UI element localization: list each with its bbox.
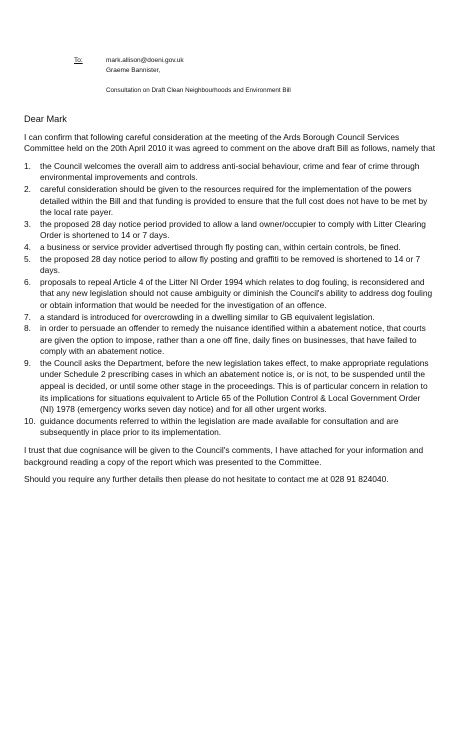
list-item	[24, 254, 436, 277]
item-text: the Council welcomes the overall aim to address anti-social behaviour, crime and fear of crime through environmental improvements and controls.	[40, 160, 420, 183]
list-item	[24, 416, 436, 439]
item-number: 1.	[24, 160, 31, 171]
item-text: in order to persuade an offender to remedy the nuisance identified within a abatement notice, that courts are given the option to impose, rather than a one off fine, daily fines on businesses, that have failed to comply with an abatement notice.	[40, 323, 426, 357]
item-number: 6.	[24, 276, 31, 287]
list-item	[24, 323, 436, 358]
item-number: 5.	[24, 253, 31, 264]
list-item	[24, 242, 436, 254]
item-text: careful consideration should be given to the resources required for the implementation of the powers detailed within the Bill and that funding is provided to ensure that the full cost does not have to be met by the local rate payer.	[40, 183, 428, 218]
list-item	[24, 358, 436, 416]
intro-paragraph: I can confirm that following careful consideration at the meeting of the Ards Borough Council Services Committee held on the 20th April 2010 it was agreed to comment on the above draft Bill as follows, namely that	[24, 131, 436, 154]
list-item	[24, 161, 436, 184]
recipient-row	[74, 56, 434, 66]
subject-line: Consultation on Draft Clean Neighbourhoods and Environment Bill	[106, 87, 291, 94]
recipient-name-row	[74, 66, 434, 76]
item-text: a business or service provider advertised through fly posting can, within certain controls, be fined.	[40, 241, 401, 252]
item-number: 2.	[24, 183, 31, 194]
item-text: proposals to repeal Article 4 of the Litter NI Order 1994 which relates to dog fouling, is reconsidered and that any new legislation should not cause ambiguity or diminish the Council's ability to address dog fouling or obtain information that would be needed for the investigation of an offence.	[40, 276, 433, 310]
item-number: 8.	[24, 323, 31, 334]
spacer	[74, 66, 106, 76]
letter-header	[74, 56, 434, 96]
list-item	[24, 219, 436, 242]
item-text: a standard is introduced for overcrowding in a dwelling similar to GB equivalent legislation.	[40, 311, 375, 322]
item-text: guidance documents referred to within the legislation are made available for consultation and are subsequently in place prior to its implementation.	[40, 415, 399, 438]
salutation: Dear Mark	[24, 114, 67, 124]
closing-paragraph-1: I trust that due cognisance will be given to the Council's comments, I have attached for your information and background reading a copy of the report which was presented to the Committee.	[24, 445, 424, 467]
item-text: the proposed 28 day notice period to allow fly posting and graffiti to be removed is shortened to 14 or 7 days.	[40, 253, 421, 276]
to-label: To:	[74, 57, 83, 64]
closing-paragraph-2: Should you require any further details then please do not hesitate to contact me at 028 91 824040.	[24, 474, 389, 485]
list-item	[24, 184, 436, 219]
recipient-email: mark.allison@doeni.gov.uk	[106, 57, 184, 64]
item-number: 7.	[24, 311, 31, 322]
item-number: 10.	[24, 415, 36, 426]
letter-body	[24, 114, 436, 492]
item-number: 3.	[24, 218, 31, 229]
recipient-name: Graeme Bannister,	[106, 67, 161, 74]
item-number: 4.	[24, 241, 31, 252]
item-text: the Council asks the Department, before the new legislation takes effect, to make appropriate regulations under Schedule 2 prescribing cases in which an abatement notice is, or is not, to be suspended until the appeal is decided, or until some other stage in the proceedings. This is of particular concern in relation to its implications for situations equivalent to Article 65 of the Pollution Control & Local Government Order (NI) 1978 (emergency works seven day notice) and for all other urgent works.	[40, 357, 429, 415]
list-item	[24, 277, 436, 312]
item-number: 9.	[24, 357, 31, 368]
comment-list	[24, 161, 436, 439]
list-item	[24, 312, 436, 324]
item-text: the proposed 28 day notice period provided to allow a land owner/occupier to comply with Litter Clearing Order is shortened to 14 or 7 days.	[40, 218, 426, 241]
